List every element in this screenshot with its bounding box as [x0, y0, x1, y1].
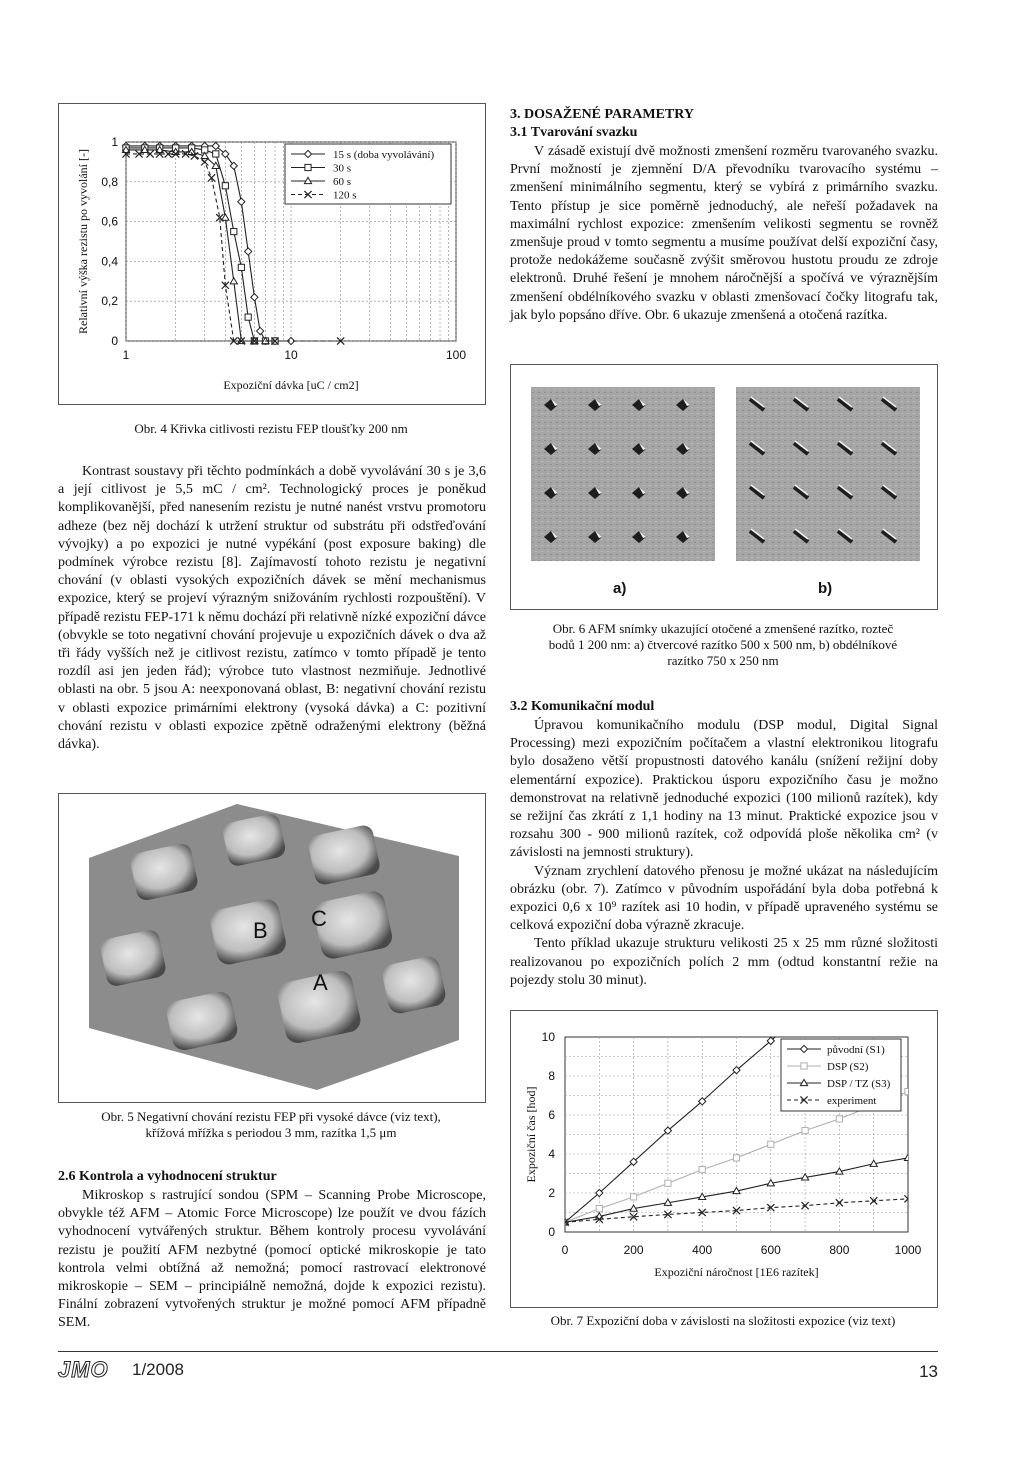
fig7-legend-marker — [801, 1063, 807, 1069]
section-3-1-body — [510, 143, 938, 325]
section-3-1-text: V zásadě existují dvě možnosti zmenšení rozměru tvarovaného svazku. První možností je zjemnění D/A převodníku tvarovacího systému – zmenšení minimálního segmentu, který se vybírá z primárního svazku. Tento přístup je sice poměrně jednoduchý, ale neřeší požadavek na maximální rychlost expozice: zmenšením velikosti segmentu se rovněž zmenšuje proud v tomto segmentu a musíme používat delší expoziční časy, protože nedokážeme současně zvýšit směrovou hustotu proudu ze zdroje elektronů. Druhé řešení je mnohem náročnější a spočívá ve výraznějším zmenšení obdélníkového svazku v oblasti zmenšovací čočky litografu tak, jak bylo popsáno dříve. Obr. 6 ukazuje zmenšená a otočená razítka. — [510, 144, 938, 323]
fig7-data-point — [802, 1128, 808, 1134]
fig7-y-tick-label: 10 — [541, 1030, 555, 1044]
fig5-label-c: C — [311, 906, 327, 931]
fig4-data-point — [245, 314, 251, 320]
fig7-y-tick-label: 2 — [548, 1186, 555, 1200]
figure-4-chart — [59, 104, 485, 404]
afm-image-b — [736, 387, 920, 561]
section-3-2-body — [510, 717, 938, 990]
fig4-legend-marker — [305, 164, 311, 170]
fig7-legend-label: experiment — [827, 1095, 877, 1107]
fig7-data-point — [699, 1167, 705, 1173]
fig7-y-tick-label: 8 — [548, 1069, 555, 1083]
footer-logo: JMO — [58, 1357, 109, 1382]
fig4-data-point — [222, 183, 228, 189]
fig7-legend-label: DSP / TZ (S3) — [827, 1078, 891, 1090]
fig4-legend-label: 30 s — [333, 162, 352, 175]
figure-6-caption-line1: Obr. 6 AFM snímky ukazující otočené a zmenšené razítko, rozteč — [552, 621, 894, 636]
footer-page-number: 13 — [919, 1362, 938, 1381]
section-2-6-heading: 2.6 Kontrola a vyhodnocení struktur — [58, 1169, 277, 1184]
figure-7-caption: Obr. 7 Expoziční doba v závislosti na složitosti expozice (viz text) — [550, 1313, 896, 1328]
fig4-x-tick-label: 1 — [122, 348, 130, 362]
fig7-data-point — [631, 1194, 637, 1200]
figure-5-caption-line1: Obr. 5 Negativní chování rezistu FEP při vysoké dávce (viz text), — [101, 1109, 441, 1124]
fig7-x-tick-label: 0 — [561, 1243, 569, 1257]
fig7-y-axis-title: Expoziční čas [hod] — [524, 1086, 538, 1183]
left-paragraph-text: Kontrast soustavy při těchto podmínkách a době vyvolávání 30 s je 3,6 a její citlivost je 5,5 mC / cm². Technologický proces je poněkud komplikovanější, před nanesením rezistu je nutné nanést vrstvu promotoru adheze (bez něj dochází k utržení struktur od substrátu při odstřeďování vývojky) a po expozici je nutné vypékání (post exposure baking) dle podmínek výrobce rezistu [8]. Zajímavostí tohoto rezistu je negativní chování (v oblasti vysokých expozičních dávek se mění mechanismus expozice, který se projeví výrazným snižováním rychlosti rozpouštění). V případě rezistu FEP-171 k němu dochází při relativně nízké expoziční dávce (obvykle se toto negativní chování projevuje u expozičních dávek o dva až tři řády vyšších než je citlivost rezistu, zatímco v tomto případě je tento rozdíl asi jen jeden řád); výrobce tuto vlastnost nezmiňuje. Jednotlivé oblasti na obr. 5 jsou A: neexponovaná oblast, B: negativní chování rezistu v oblasti expozice primárními elektrony (vysoká dávka) a C: pozitivní chování rezistu v oblasti expozice zpětně odraženými elektrony (běžná dávka). — [58, 464, 486, 753]
fig4-y-tick-label: 0,6 — [101, 214, 118, 229]
fig4-x-tick-label: 10 — [284, 348, 298, 362]
fig7-x-tick-label: 200 — [623, 1243, 644, 1257]
fig7-y-tick-label: 6 — [548, 1108, 555, 1122]
fig7-data-point — [665, 1180, 671, 1186]
fig5-label-b: B — [253, 918, 268, 943]
fig7-x-tick-label: 800 — [829, 1243, 850, 1257]
fig4-data-point — [213, 151, 219, 157]
fig7-legend — [781, 1039, 901, 1111]
figure-6-caption-line3: razítko 750 x 250 nm — [667, 653, 779, 668]
figure-5-caption-line2: křížová mřížka s periodou 3 mm, razítka 1,5 μm — [145, 1125, 397, 1140]
fig7-data-point — [596, 1206, 602, 1212]
figure-4-caption: Obr. 4 Křivka citlivosti rezistu FEP tloušťky 200 nm — [134, 421, 408, 436]
figure-7-chart — [511, 1011, 937, 1307]
fig4-y-tick-label: 1 — [111, 135, 118, 149]
fig7-y-tick-label: 4 — [548, 1147, 555, 1161]
fig4-data-point — [238, 264, 244, 270]
fig4-legend-label: 15 s (doba vyvolávání) — [333, 149, 435, 161]
section-3-2-p1: Úpravou komunikačního modulu (DSP modul, Digital Signal Processing) mezi expozičním počítačem a vlastní elektronikou litografu bylo dosaženo větší propustnosti datového kanálu (snížení režijní doby elementární expozice). Praktickou úsporu expozičního času je možno demonstrovat na relativně jednoduché expozici (100 milionů razítek), kdy se režijní čas zkrátí z 1,1 hodiny na 13 minut. Praktické expozice jsou v rozsahu 300 - 900 milionů razítek, což odpovídá ploše několika cm² (v závislosti na jemnosti struktury). — [510, 718, 938, 861]
figure-5-frame — [58, 793, 486, 1103]
left-paragraph — [58, 463, 486, 754]
fig7-x-axis-title: Expoziční náročnost [1E6 razítek] — [654, 1265, 819, 1279]
fig4-y-tick-label: 0,4 — [101, 254, 118, 269]
fig4-legend-label: 120 s — [333, 189, 357, 202]
section-3-1-heading: 3.1 Tvarování svazku — [510, 125, 638, 140]
fig4-data-point — [231, 228, 237, 234]
fig7-legend-label: DSP (S2) — [827, 1061, 869, 1073]
fig4-y-axis-title: Relativní výška rezistu po vyvolání [-] — [76, 149, 90, 334]
figure-6-afm-images — [511, 365, 937, 609]
fig5-label-a: A — [313, 970, 328, 995]
figure-4-frame — [58, 103, 486, 405]
fig7-x-tick-label: 400 — [692, 1243, 713, 1257]
figure-5-caption — [58, 1109, 484, 1141]
section-2-6-text: Mikroskop s rastrující sondou (SPM – Scanning Probe Microscope, obvykle též AFM – Atomic Force Microscope) lze použít ve dvou fázích vyhodnocení vytvářených struktur. Během kontroly procesu vyvolávání rezistu je použití AFM nezbytné (pomocí optické mikroskopie je tato kontrola velmi obtížná až nemožná; pomocí rastrovací elektronové mikroskopie – SEM – principiálně nemožná, dojde k expozici rezistu). Finální zobrazení vytvořených struktur je možné pomocí AFM případně SEM. — [58, 1188, 486, 1331]
figure-5-afm-image — [85, 800, 459, 1090]
fig4-x-axis-title: Expoziční dávka [uC / cm2] — [223, 378, 359, 392]
figure-6-caption — [510, 621, 936, 669]
fig6-label-b: b) — [818, 580, 833, 597]
footer-rule — [58, 1351, 938, 1352]
fig7-x-tick-label: 600 — [760, 1243, 781, 1257]
figure-6-caption-line2: bodů 1 200 nm: a) čtvercové razítko 500 x 500 nm, b) obdélníkové — [548, 637, 898, 652]
section-3-2-heading: 3.2 Komunikační modul — [510, 699, 655, 714]
fig7-data-point — [836, 1116, 842, 1122]
figure-6-frame — [510, 364, 938, 610]
figure-7-frame — [510, 1010, 938, 1308]
fig4-y-tick-label: 0,2 — [101, 294, 118, 309]
fig4-y-tick-label: 0,8 — [101, 174, 118, 189]
fig4-legend — [285, 144, 451, 204]
fig4-y-tick-label: 0 — [111, 334, 118, 348]
footer-issue: 1/2008 — [132, 1360, 184, 1379]
fig7-x-tick-label: 1000 — [894, 1243, 922, 1257]
fig4-x-tick-label: 100 — [445, 348, 467, 362]
section-3-2-p2: Význam zrychlení datového přenosu je možné ukázat na následujícím obrázku (obr. 7). Zatímco v původním uspořádání byla doba potřebná k expozici 0,6 x 10⁹ razítek asi 10 hodin, v případě upraveného systému se celková expoziční doba výrazně zkracuje. — [510, 863, 938, 934]
fig7-y-tick-label: 0 — [548, 1225, 555, 1239]
fig4-legend-label: 60 s — [333, 176, 352, 188]
fig7-legend-label: původní (S1) — [827, 1044, 885, 1056]
fig7-data-point — [733, 1155, 739, 1161]
fig7-data-point — [905, 1089, 911, 1095]
fig6-label-a: a) — [613, 580, 627, 597]
fig7-data-point — [768, 1141, 774, 1147]
section-3-2-p3: Tento příklad ukazuje strukturu velikosti 25 x 25 mm různé složitosti realizovanou po expozičních polích 2 mm (odtud konstantní režie na pojezdy stolu 30 minut). — [510, 936, 938, 988]
section-2-6-body — [58, 1187, 486, 1333]
section-3-heading: 3. DOSAŽENÉ PARAMETRY — [510, 107, 694, 122]
